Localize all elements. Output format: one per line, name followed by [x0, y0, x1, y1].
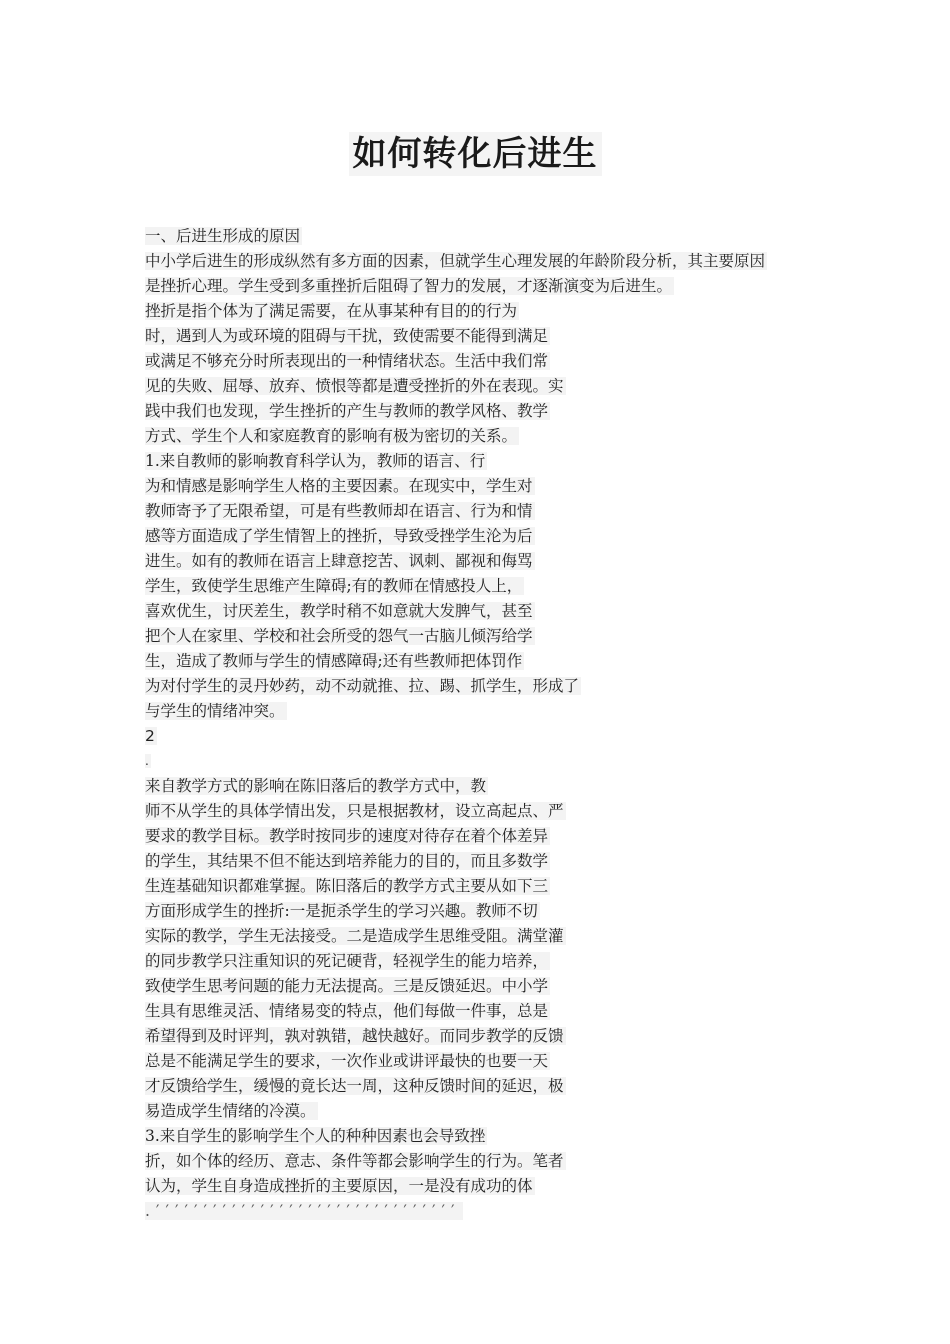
text-line: 感等方面造成了学生情智上的挫折，导致受挫学生沦为后: [145, 527, 533, 545]
text-line: 致使学生思考问题的能力无法提高。三是反馈延迟。中小学: [145, 977, 549, 995]
text-line: 生连基础知识都难掌握。陈旧落后的教学方式主要从如下三: [145, 877, 549, 895]
text-line: 来自教学方式的影响在陈旧落后的教学方式中，教: [145, 777, 487, 795]
text-line: 的同步教学只注重知识的死记硬背，轻视学生的能力培养，: [145, 952, 549, 970]
text-line: 的学生，其结果不但不能达到培养能力的目的，而且多数学: [145, 852, 549, 870]
text-line: .: [145, 754, 149, 768]
text-line: 时，遇到人为或环境的阻碍与干扰，致使需要不能得到满足: [145, 327, 549, 345]
text-line: 折，如个体的经历、意志、条件等都会影响学生的行为。笔者: [145, 1152, 564, 1170]
text-line: 要求的教学目标。教学时按同步的速度对待存在着个体差异: [145, 827, 549, 845]
text-line: .′′′′′′′′′′′′′′′′′′′′′′′′′′′′′′′′: [145, 1202, 461, 1220]
text-line: 师不从学生的具体学情出发，只是根据教材，设立高起点、严: [145, 802, 564, 820]
text-line: 生具有思维灵活、情绪易变的特点，他们每做一件事，总是: [145, 1002, 549, 1020]
text-line: 教师寄予了无限希望，可是有些教师却在语言、行为和情: [145, 502, 533, 520]
text-line: 认为，学生自身造成挫折的主要原因，一是没有成功的体: [145, 1177, 533, 1195]
text-line: 与学生的情绪冲突。: [145, 702, 285, 720]
text-line: 是挫折心理。学生受到多重挫折后阻碍了智力的发展，才逐渐演变为后进生。: [145, 277, 673, 295]
text-line: 方面形成学生的挫折:一是扼杀学生的学习兴趣。教师不切: [145, 902, 538, 920]
text-line: 进生。如有的教师在语言上肆意挖苦、讽刺、鄙视和侮骂: [145, 552, 533, 570]
text-line: 中小学后进生的形成纵然有多方面的因素，但就学生心理发展的年龄阶段分析，其主要原因: [145, 252, 766, 270]
text-line: 见的失败、屈辱、放弃、愤恨等都是遭受挫折的外在表现。实: [145, 377, 564, 395]
document-body: [145, 224, 845, 1224]
text-line: 3.来自学生的影响学生个人的种种因素也会导致挫: [145, 1127, 486, 1145]
text-line: 把个人在家里、学校和社会所受的怨气一古脑儿倾泻给学: [145, 627, 533, 645]
text-line: 一、后进生形成的原因: [145, 227, 301, 245]
text-line: 或满足不够充分时所表现出的一种情绪状态。生活中我们常: [145, 352, 549, 370]
text-line: 方式、学生个人和家庭教育的影响有极为密切的关系。: [145, 427, 518, 445]
section-number: 2: [145, 727, 155, 745]
text-line: 1.来自教师的影响教育科学认为，教师的语言、行: [145, 452, 486, 470]
text-line: 挫折是指个体为了满足需要，在从事某种有目的的行为: [145, 302, 518, 320]
text-line: 践中我们也发现，学生挫折的产生与教师的教学风格、教学: [145, 402, 549, 420]
text-line: 学生，致使学生思维产生障碍;有的教师在情感投人上，: [145, 577, 523, 595]
text-line: 为对付学生的灵丹妙药，动不动就推、拉、踢、抓学生，形成了: [145, 677, 580, 695]
document-title: 如何转化后进生: [0, 126, 950, 175]
text-line: 生，造成了教师与学生的情感障碍;还有些教师把体罚作: [145, 652, 523, 670]
text-line: 易造成学生情绪的冷漠。: [145, 1102, 316, 1120]
text-line: 希望得到及时评判，孰对孰错，越快越好。而同步教学的反馈: [145, 1027, 564, 1045]
text-line: 喜欢优生，讨厌差生，教学时稍不如意就大发脾气，甚至: [145, 602, 533, 620]
text-line: 实际的教学，学生无法接受。二是造成学生思维受阻。满堂灌: [145, 927, 564, 945]
text-line: 才反馈给学生，缓慢的竟长达一周，这种反馈时间的延迟，极: [145, 1077, 564, 1095]
text-line: 总是不能满足学生的要求，一次作业或讲评最快的也要一天: [145, 1052, 549, 1070]
text-line: 为和情感是影响学生人格的主要因素。在现实中，学生对: [145, 477, 533, 495]
